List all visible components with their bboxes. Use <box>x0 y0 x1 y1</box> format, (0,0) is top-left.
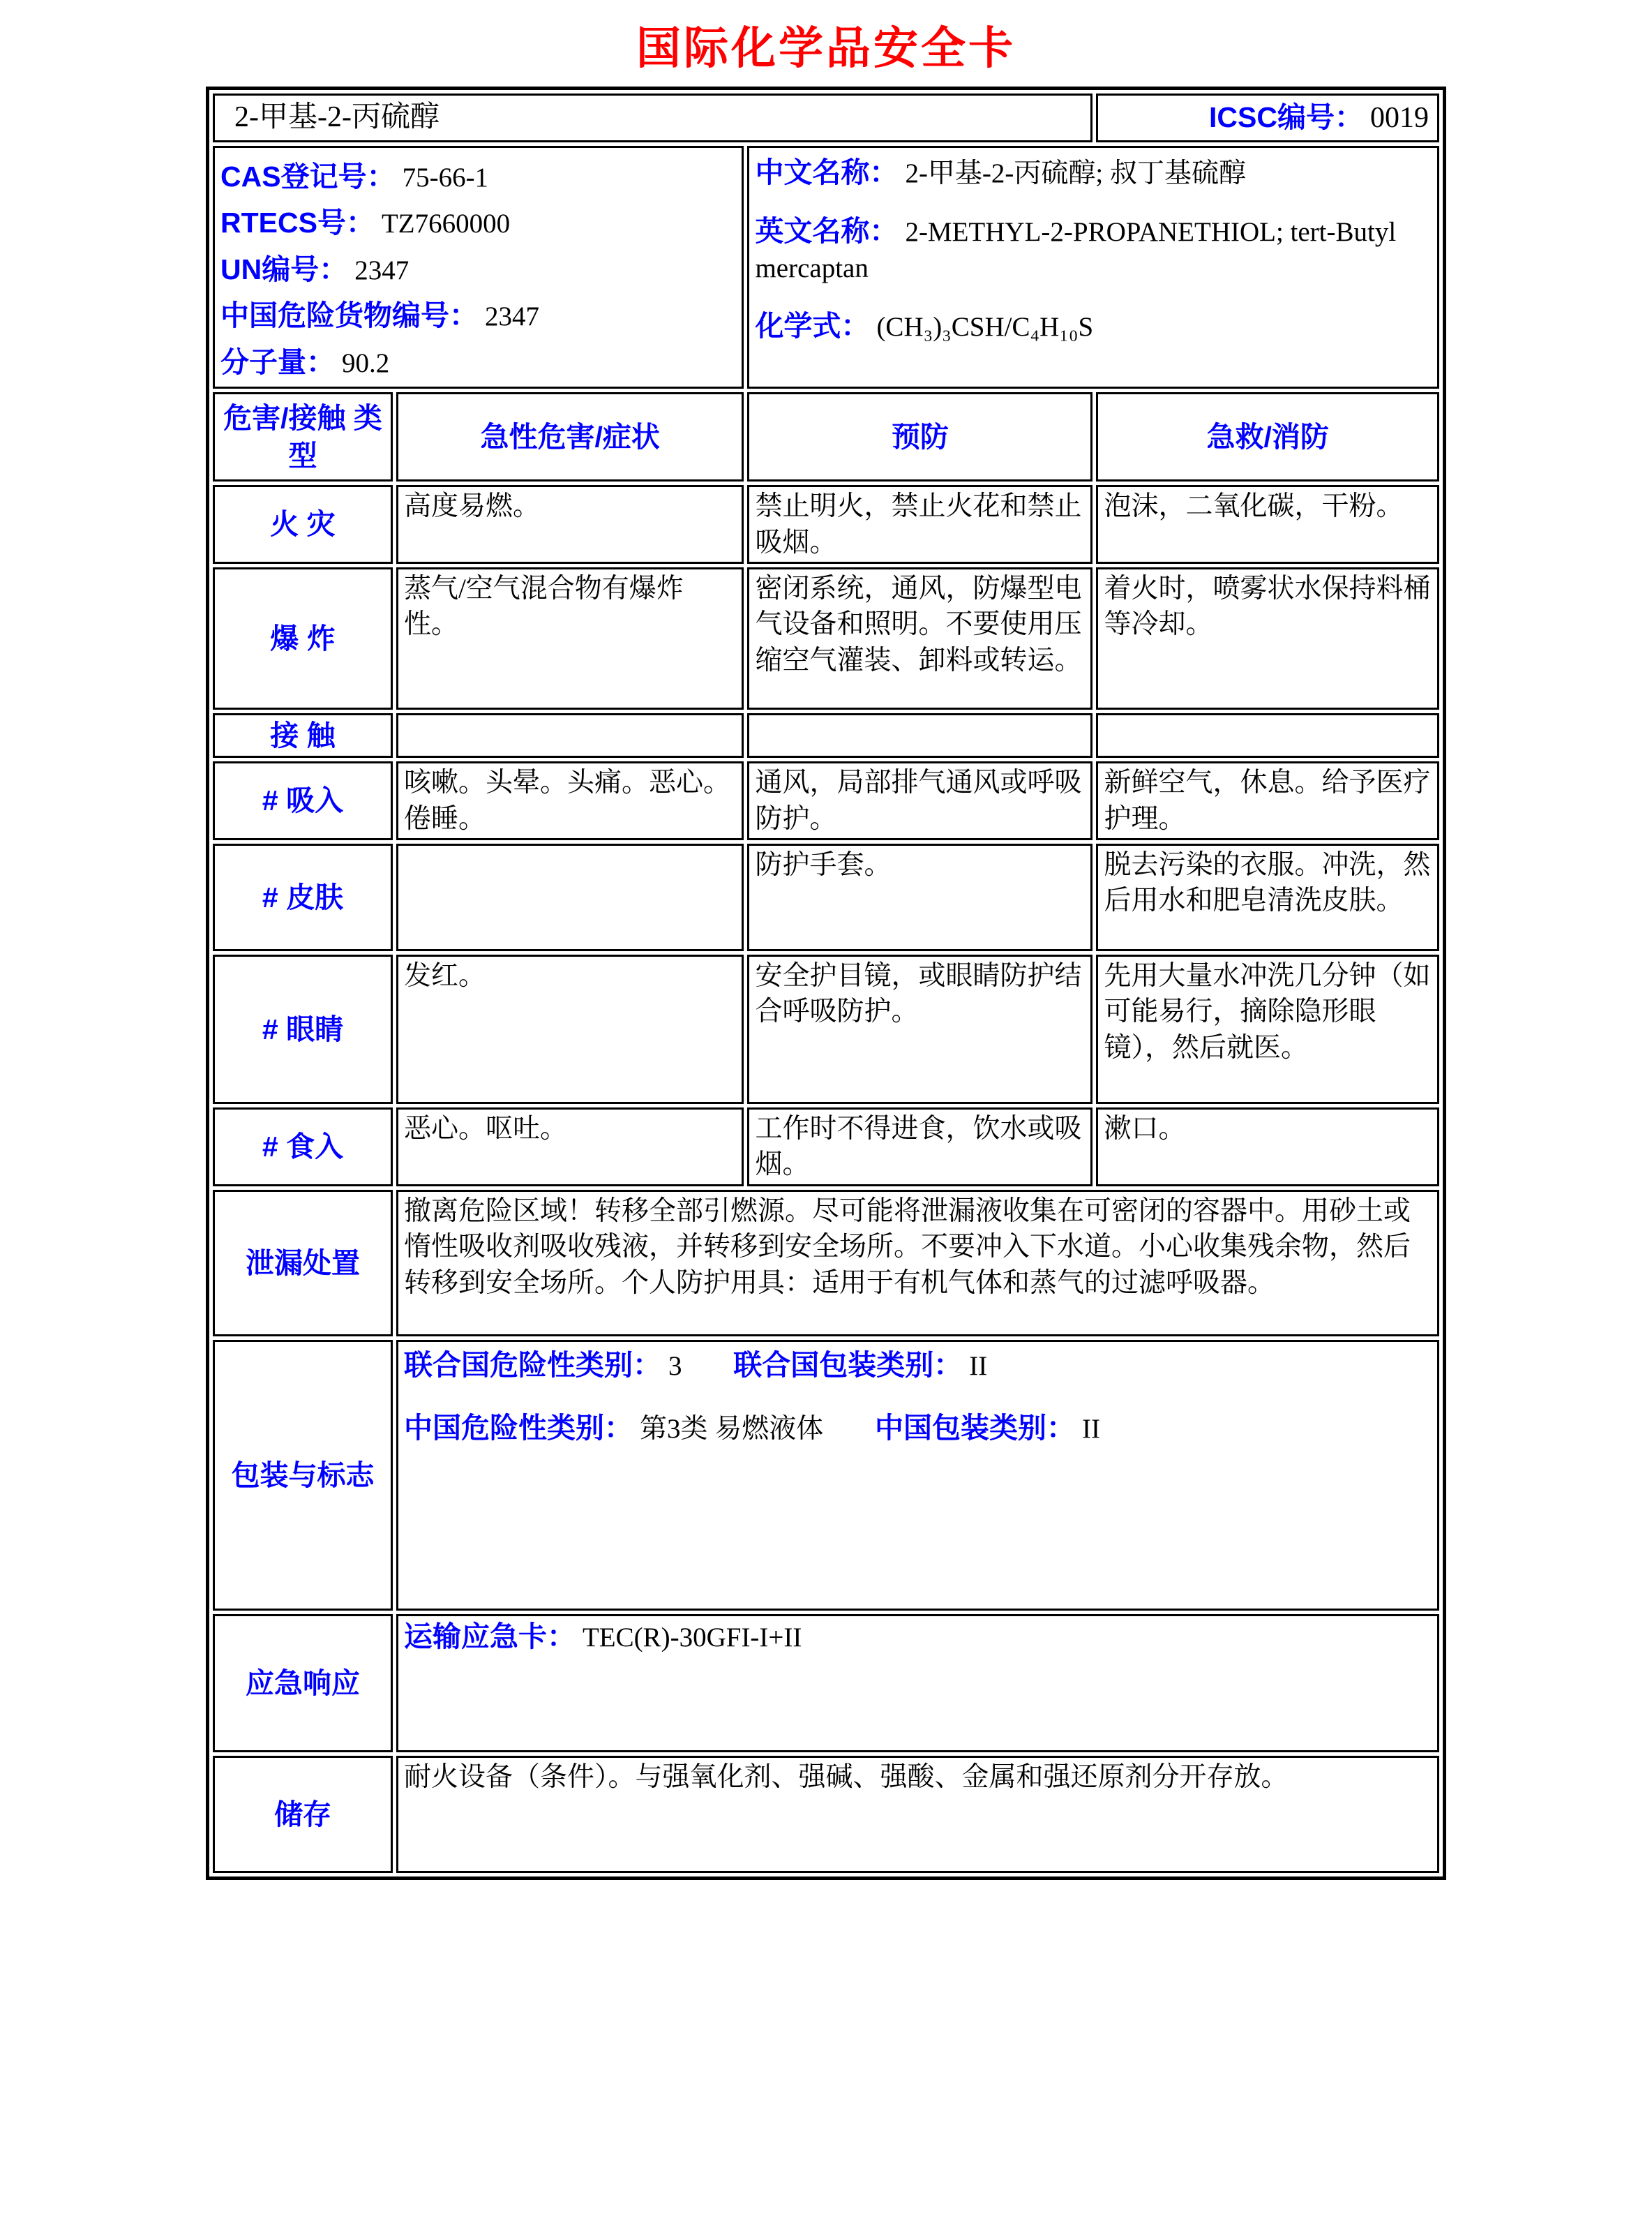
un-label: UN编号： <box>220 253 348 285</box>
section-label-spill: 泄漏处置 <box>213 1190 393 1336</box>
header-hazard-type: 危害/接触 类型 <box>213 392 393 482</box>
table-row-eyes <box>213 955 1439 1104</box>
symptoms-cell: 高度易燃。 <box>396 485 744 564</box>
chinese-name-line <box>755 154 1432 191</box>
un-packing-group-label: 联合国包装类别： <box>733 1348 963 1381</box>
response-cell: 着火时，喷雾状水保持料桶等冷却。 <box>1096 567 1439 710</box>
hazard-type-cell: 接 触 <box>213 713 393 758</box>
section-row-spill <box>213 1190 1439 1336</box>
transport-emergency-card-label: 运输应急卡： <box>403 1620 576 1652</box>
transport-emergency-card-value: TEC(R)-30GFI-I+II <box>582 1622 802 1652</box>
prevention-cell: 安全护目镜，或眼睛防护结合呼吸防护。 <box>747 955 1092 1104</box>
hazard-type-cell: 火 灾 <box>213 485 393 564</box>
molecular-weight-line <box>220 339 736 385</box>
english-name-line <box>755 212 1432 286</box>
molecular-weight-label: 分子量： <box>220 345 335 378</box>
un-classification-line <box>404 1346 1432 1384</box>
header-prevention: 预防 <box>747 392 1092 482</box>
symptoms-cell: 蒸气/空气混合物有爆炸性。 <box>396 567 744 710</box>
table-row-fire <box>213 485 1439 564</box>
prevention-cell: 通风，局部排气通风或呼吸防护。 <box>747 761 1092 840</box>
hazard-type-cell: # 眼睛 <box>213 955 393 1104</box>
cas-number-line <box>220 154 736 200</box>
section-label-packaging: 包装与标志 <box>213 1340 393 1611</box>
response-cell: 漱口。 <box>1096 1107 1439 1186</box>
section-label-storage: 储存 <box>213 1756 393 1873</box>
table-row-explosion <box>213 567 1439 710</box>
china-packing-group-value: II <box>1081 1414 1100 1445</box>
cas-label: CAS登记号： <box>220 161 396 193</box>
un-value: 2347 <box>354 255 410 285</box>
section-row-storage <box>213 1756 1439 1873</box>
chinese-name-value: 2-甲基-2-丙硫醇; 叔丁基硫醇 <box>905 158 1246 188</box>
icsc-number: 0019 <box>1370 101 1429 134</box>
un-hazard-class-value: 3 <box>668 1350 682 1381</box>
table-row-skin <box>213 844 1439 951</box>
prevention-cell: 禁止明火，禁止火花和禁止吸烟。 <box>747 485 1092 564</box>
hazard-type-cell: 爆 炸 <box>213 567 393 710</box>
identifiers-cell <box>213 146 744 389</box>
hazard-type-cell: # 食入 <box>213 1107 393 1186</box>
section-content-emergency <box>396 1614 1439 1752</box>
prevention-cell: 密闭系统，通风，防爆型电气设备和照明。不要使用压缩空气灌装、卸料或转运。 <box>747 567 1092 710</box>
names-cell <box>747 146 1439 389</box>
un-hazard-class-label: 联合国危险性类别： <box>403 1348 661 1381</box>
section-row-packaging <box>213 1340 1439 1611</box>
chinese-name-label: 中文名称： <box>755 156 899 188</box>
chemical-formula-line <box>755 307 1432 345</box>
icsc-card-page <box>0 13 1652 1880</box>
english-name-value: 2-METHYL-2-PROPANETHIOL; tert-Butyl mercaptan <box>755 217 1397 283</box>
section-text-spill: 撤离危险区域！转移全部引燃源。尽可能将泄漏液收集在可密闭的容器中。用砂土或惰性吸收剂吸收残液，并转移到安全场所。不要冲入下水道。小心收集残余物，然后转移到安全场所。个人防护用具：适用于有机气体和蒸气的过滤呼吸器。 <box>396 1190 1439 1336</box>
china-hazard-class-value: 第3类 易燃液体 <box>639 1414 824 1445</box>
prevention-cell: 防护手套。 <box>747 844 1092 951</box>
un-number-line <box>220 246 736 292</box>
response-cell: 新鲜空气，休息。给予医疗护理。 <box>1096 761 1439 840</box>
symptoms-cell: 咳嗽。头晕。头痛。恶心。倦睡。 <box>396 761 744 840</box>
symptoms-cell: 恶心。呕吐。 <box>396 1107 744 1186</box>
prevention-cell <box>747 713 1092 758</box>
header-first-aid: 急救/消防 <box>1096 392 1439 482</box>
hazard-type-cell: # 皮肤 <box>213 844 393 951</box>
response-cell: 脱去污染的衣服。冲洗，然后用水和肥皂清洗皮肤。 <box>1096 844 1439 951</box>
china-hazard-class-label: 中国危险性类别： <box>403 1412 633 1445</box>
chemical-formula-value: (CH₃)₃CSH/C₄H₁₀S <box>876 312 1094 343</box>
icsc-label: ICSC编号： <box>1209 100 1363 133</box>
symptoms-cell <box>396 713 744 758</box>
symptoms-cell: 发红。 <box>396 955 744 1104</box>
china-dg-number-line <box>220 292 736 338</box>
english-name-label: 英文名称： <box>755 215 899 248</box>
identity-row <box>213 146 1439 389</box>
symptoms-cell <box>396 844 744 951</box>
table-row-ingestion <box>213 1107 1439 1186</box>
hazard-type-cell: # 吸入 <box>213 761 393 840</box>
safety-card-table <box>206 87 1446 1880</box>
cas-value: 75-66-1 <box>402 163 489 193</box>
section-text-storage: 耐火设备（条件）。与强氧化剂、强碱、强酸、金属和强还原剂分开存放。 <box>396 1756 1439 1873</box>
rtecs-label: RTECS号： <box>220 207 375 239</box>
hazard-header-row <box>213 392 1439 482</box>
china-packing-group-label: 中国包装类别： <box>874 1412 1075 1445</box>
response-cell: 泡沫，二氧化碳，干粉。 <box>1096 485 1439 564</box>
un-packing-group-value: II <box>969 1350 988 1381</box>
section-label-emergency: 应急响应 <box>213 1614 393 1752</box>
section-content-packaging <box>396 1340 1439 1611</box>
chemical-name: 2-甲基-2-丙硫醇 <box>213 94 1092 142</box>
icsc-number-cell <box>1096 94 1439 142</box>
rtecs-value: TZ7660000 <box>381 209 511 239</box>
china-dg-value: 2347 <box>485 301 539 332</box>
china-dg-label: 中国危险货物编号： <box>220 299 478 332</box>
response-cell: 先用大量水冲洗几分钟（如可能易行，摘除隐形眼镜），然后就医。 <box>1096 955 1439 1104</box>
section-row-emergency <box>213 1614 1439 1752</box>
card-title-row <box>213 94 1439 142</box>
response-cell <box>1096 713 1439 758</box>
table-row-inhalation <box>213 761 1439 840</box>
chemical-formula-label: 化学式： <box>755 310 870 343</box>
page-title: 国际化学品安全卡 <box>636 23 1016 73</box>
china-classification-line <box>404 1409 1432 1447</box>
rtecs-number-line <box>220 200 736 246</box>
molecular-weight-value: 90.2 <box>342 348 390 378</box>
header-acute-symptoms: 急性危害/症状 <box>396 392 744 482</box>
table-row-contact <box>213 713 1439 758</box>
prevention-cell: 工作时不得进食，饮水或吸烟。 <box>747 1107 1092 1186</box>
